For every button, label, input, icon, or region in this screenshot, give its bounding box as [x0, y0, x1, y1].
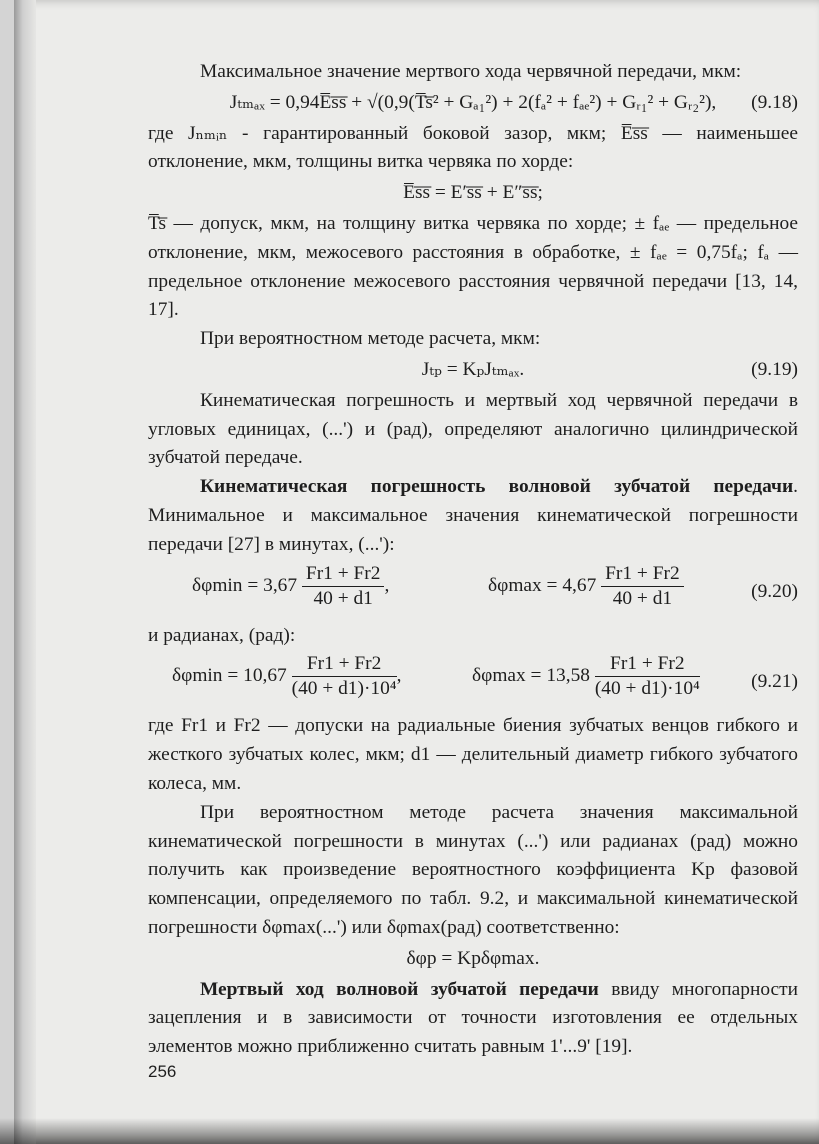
fraction-denominator: (40 + d1)·10⁴: [291, 678, 397, 700]
fraction-numerator: Fr1 + Fr2: [292, 652, 397, 677]
equation-9-20-max-lhs: δφmax = 4,67: [488, 574, 597, 596]
heading-dead-travel: Мертвый ход волновой зубчатой передачи: [200, 978, 599, 1000]
paragraph-2: где Jₙₘᵢₙ - гарантированный боковой зазор, мкм; E̅s̅s̅ — наименьшее отклонение, мкм, толщины витка червяка по хорде:: [148, 122, 798, 173]
fraction-numerator: Fr1 + Fr2: [601, 562, 684, 587]
fraction: [601, 562, 684, 611]
fraction-denominator: 40 + d1: [612, 587, 673, 609]
heading-kinematic-error: Кинематическая погрешность волновой зубчатой передачи: [200, 476, 794, 498]
fraction-numerator: Fr1 + Fr2: [595, 652, 700, 677]
equation-ess-body: E̅s̅s̅ = E′s̅s̅ + E″s̅s̅;: [403, 182, 543, 204]
paragraph-10-text: ввиду многопарности зацепления и в зависимости от точности изготовления ее отдельных элементов можно приближенно считать равным 1'...9' [19].: [148, 978, 798, 1058]
equation-ess: [148, 179, 798, 208]
fraction-denominator: (40 + d1)·10⁴: [594, 678, 700, 700]
fraction: [302, 562, 385, 611]
equation-phi-p-body: δφр = Kрδφmax.: [406, 947, 540, 969]
fraction-numerator: Fr1 + Fr2: [302, 562, 385, 587]
equation-9-19-body: Jₜₚ = KₚJₜₘₐₓ.: [421, 358, 525, 380]
paragraph-5: Кинематическая погрешность и мертвый ход червячной передачи в угловых единицах, (...') и (рад), определяют аналогично цилиндрической зубчатой передаче.: [148, 389, 798, 469]
equation-9-21-max-lhs: δφmax = 13,58: [472, 665, 590, 687]
equation-number-9-20: (9.20): [751, 580, 798, 602]
equation-9-20-min-lhs: δφmin = 3,67: [192, 574, 298, 596]
fraction-denominator: 40 + d1: [313, 587, 373, 609]
equation-9-21-min: δφmin = 10,67 $\frac{Fr1 + Fr2}{\text{(40 + d1)·10⁴}}$ ,: [172, 653, 402, 700]
paragraph-7: и радианах, (рад):: [148, 624, 296, 646]
equation-number-9-19: (9.19): [751, 358, 798, 380]
paragraph-6-text: . Минимальное и максимальное значения кинематической погрешности передачи [27] в минутах, (...'):: [148, 476, 798, 555]
bottom-edge-shadow: [0, 1118, 819, 1144]
equation-9-21-max: [472, 652, 700, 701]
equation-9-20-max: [488, 562, 684, 611]
page-number: 256: [148, 1062, 177, 1081]
equation-9-21-min-lhs: δφmin = 10,67: [172, 665, 287, 687]
paragraph-9: При вероятностном методе расчета значения максимальной кинематической погрешности в минутах (...') или радианах (рад) можно получить как произведение вероятностного коэффициента Kр фазовой компенсации, определяемого по табл. 9.2, и максимальной кинематической погрешности δφmax(...') или δφmax(рад) соответственно:: [148, 801, 798, 938]
equation-9-18: [148, 89, 798, 118]
page-text: [148, 58, 798, 1062]
paragraph-10: [148, 976, 798, 1062]
equation-phi-p: [148, 945, 798, 974]
equation-number-9-18: (9.18): [751, 91, 798, 113]
fraction: [595, 652, 700, 701]
fraction: [292, 652, 397, 701]
equation-9-19: [148, 356, 798, 385]
paragraph-1: Максимальное значение мертвого хода червячной передачи, мкм:: [200, 61, 742, 82]
equation-number-9-21: (9.21): [751, 671, 798, 693]
paragraph-4: При вероятностном методе расчета, мкм:: [200, 328, 541, 350]
equation-9-20-min: δφmin = 3,67 $\frac{Fr1 + Fr2}{40 + d1}$ ,: [192, 562, 390, 609]
book-spine-shadow: [14, 0, 36, 1144]
equation-9-21: [148, 652, 798, 710]
equation-9-18-body: Jₜₘₐₓ = 0,94E̅s̅s̅ + √(0,9(T̅s̅² + Gₐ₁²) + 2(fₐ² + fₐₑ²) + Gᵣ₁² + Gᵣ₂²),: [229, 91, 717, 113]
paragraph-6: [148, 473, 798, 559]
paragraph-8: где Fr1 и Fr2 — допуски на радиальные биения зубчатых венцов гибкого и жесткого зубчатых колес, мкм; d1 — делительный диаметр гибкого зубчатого колеса, мм.: [148, 715, 798, 794]
equation-9-20: [148, 562, 798, 620]
paragraph-3: T̅s̅ — допуск, мкм, на толщину витка червяка по хорде; ± fₐₑ — предельное отклонение, мкм, межосевого расстояния в обработке, ± fₐₑ = 0,75fₐ; fₐ — предельное отклонение межосевого расстояния червячной передачи [13, 14, 17].: [148, 212, 798, 321]
